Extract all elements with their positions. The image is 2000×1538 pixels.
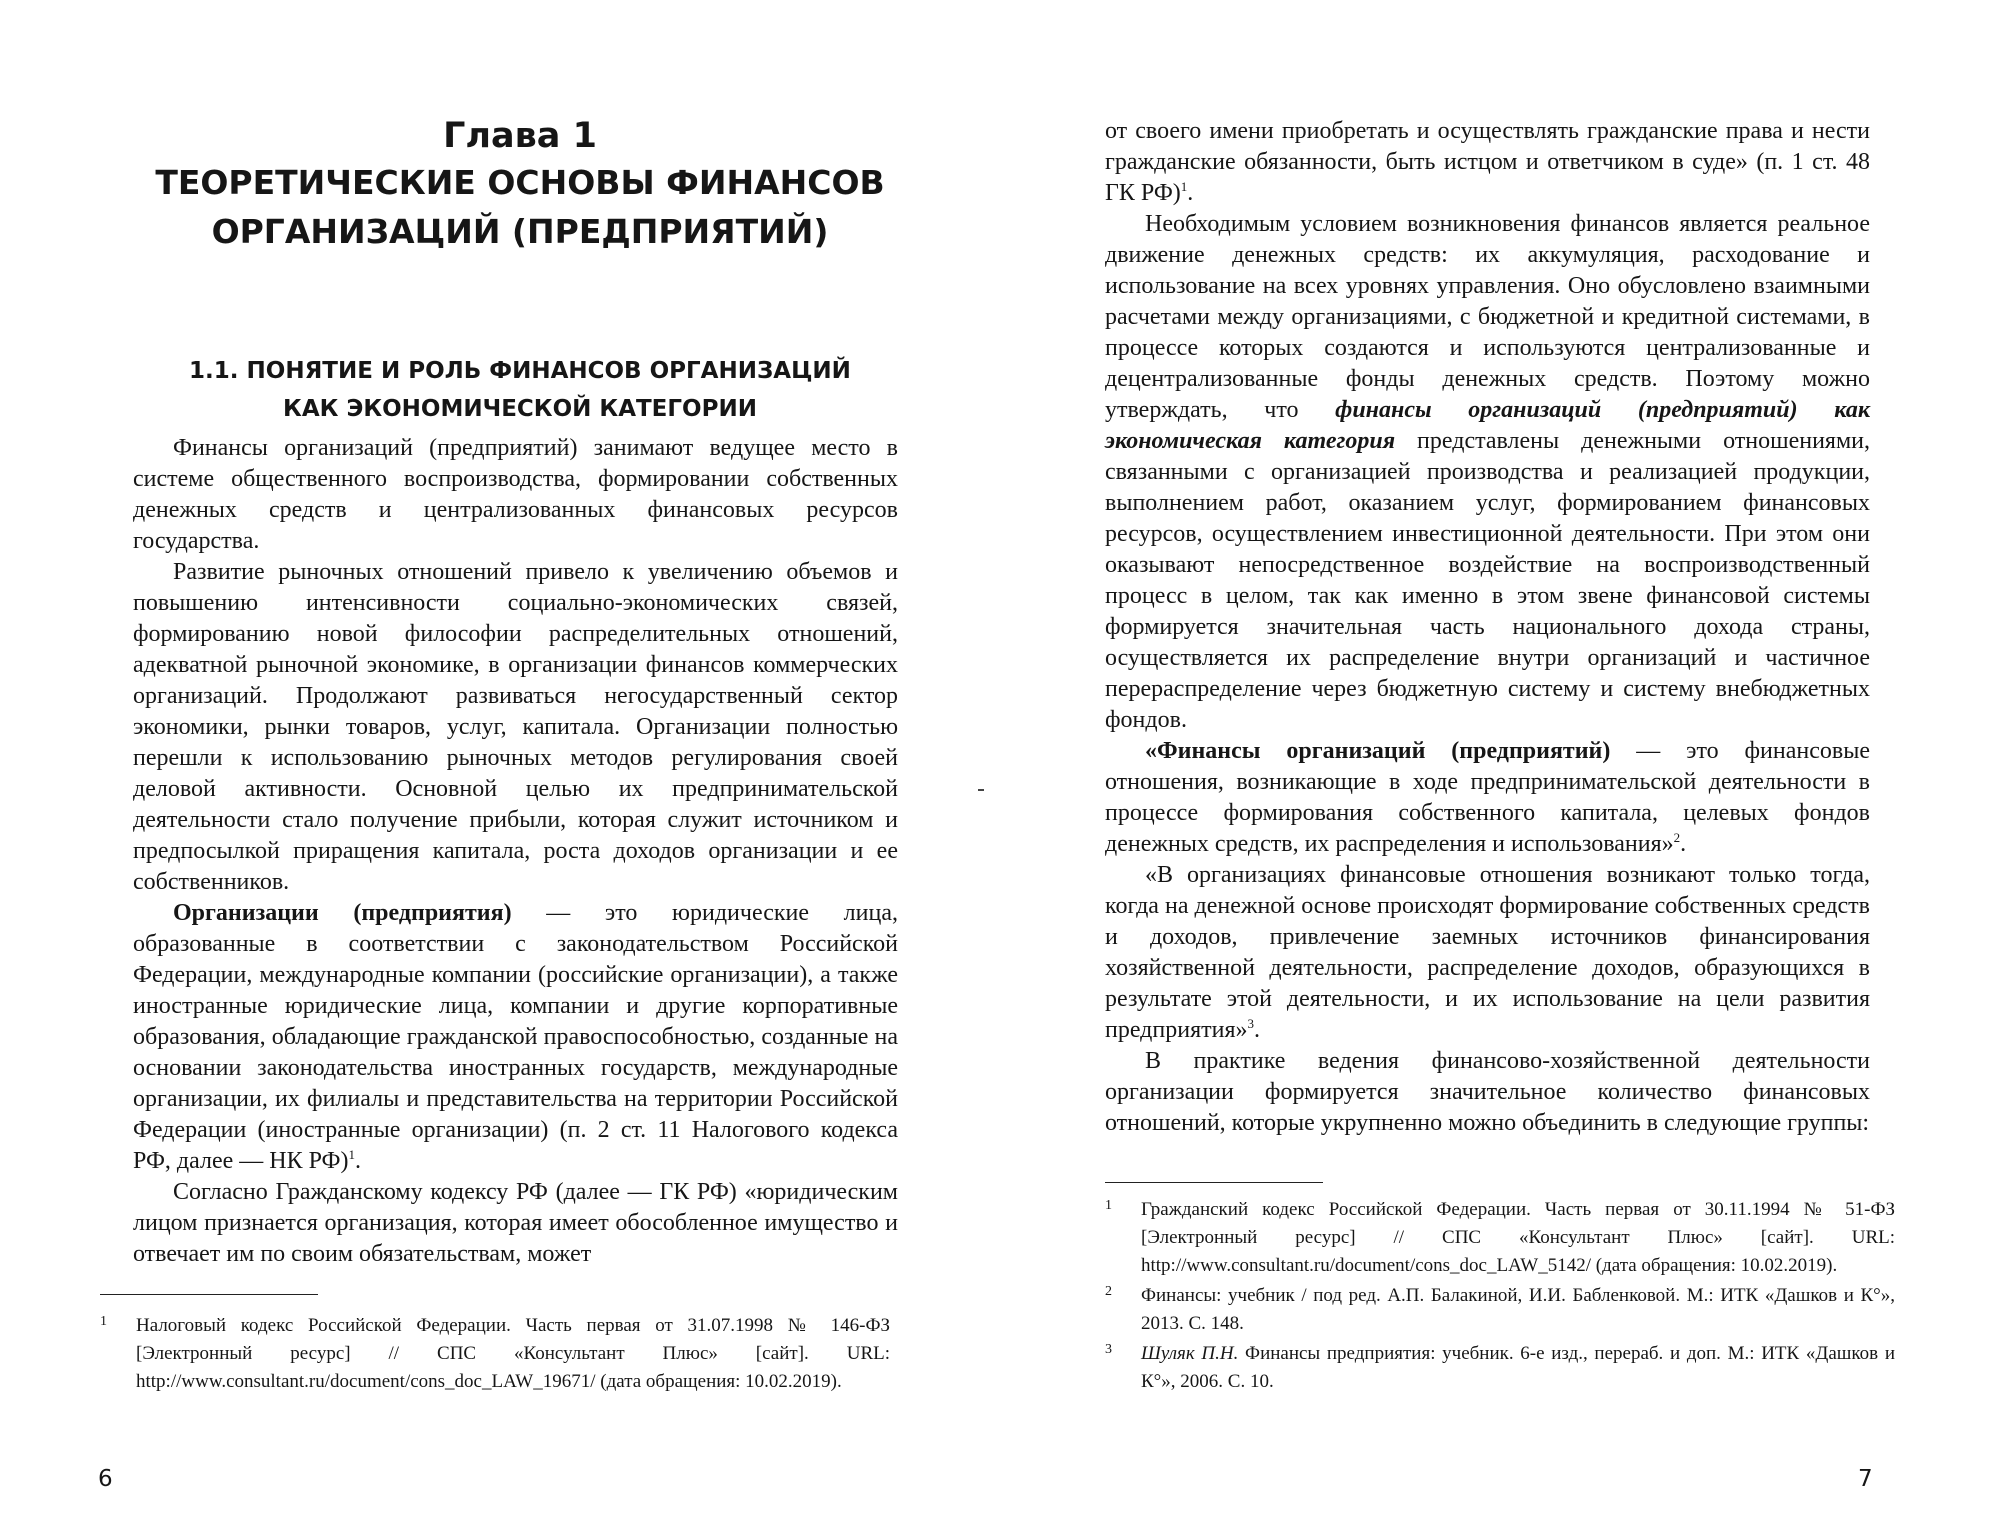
chapter-title: ТЕОРЕТИЧЕСКИЕ ОСНОВЫ ФИНАНСОВ ОРГАНИЗАЦИЙ (ПРЕДПРИЯТИЙ)	[155, 163, 885, 251]
paragraph-text: «В организациях финансовые отношения возникают только тогда, когда на денежной основе происходят формирование собственных средств и доходов, привлечение заемных источников финансирования хозяйственной деятельности, распределение доходов, образующихся в результате этой деятельности, и их использование на цели развития предприятия»	[1105, 862, 1870, 1043]
page-number: 7	[1858, 1466, 1873, 1492]
footnote-ref: 1	[348, 1147, 355, 1162]
paragraph: Финансы организаций (предприятий) занимают ведущее место в системе общественного воспроизводства, формировании собственных денежных средств и централизованных финансовых ресурсов государства.	[133, 435, 898, 554]
footnote-author: Шуляк П.Н.	[1141, 1343, 1239, 1364]
paragraph-text: представлены денежными отношениями, связанными с организацией производства и реализацией продукции, выполнением работ, оказанием услуг, формированием финансовых ресурсов, осуществлением инвестиционной деятельности. При этом они оказывают непосредственное воздействие на воспроизводственный процесс в целом, так как именно в этом звене финансовой системы формируется значительная часть национального дохода страны, осуществляется их распределение внутри организаций и частичное перераспределение через бюджетную систему и систему внебюджетных фондов.	[1105, 428, 1870, 733]
left-body-text	[133, 433, 898, 1270]
paragraph: В практике ведения финансово-хозяйственной деятельности организации формируется значительное количество финансовых отношений, которые укрупненно можно объединить в следующие группы:	[1105, 1048, 1870, 1136]
margin-mark	[978, 789, 984, 791]
footnote-text: Налоговый кодекс Российской Федерации. Часть первая от 31.07.1998 № 146-ФЗ [Электронный ресурс] // СПС «Консультант Плюс» [сайт]. URL: http://www.consultant.ru/document/cons_doc_LAW_19671/ (дата обращения: 10.02.2019).	[136, 1315, 890, 1392]
paragraph-text: Необходимым условием возникновения финансов является реальное движение денежных средств: их аккумуляция, расходование и использование на всех уровнях управления. Оно обусловлено взаимными расчетами между организациями, с бюджетной и кредитной системами, в процессе которых создаются и используются централизованные и децентрализованные фонды денежных средств. Поэтому можно утверждать, что	[1105, 211, 1870, 423]
chapter-label: Глава 1	[443, 116, 597, 156]
paragraph: «В организациях финансовые отношения возникают только тогда, когда на денежной основе происходят формирование собственных средств и доходов, привлечение заемных источников финансирования хозяйственной деятельности, распределение доходов, образующихся в результате этой деятельности, и их использование на цели развития предприятия»$^3$.	[1105, 862, 1870, 1043]
footnotes	[100, 1312, 890, 1398]
footnote-source: Финансы предприятия: учебник. 6-е изд., перераб. и доп. М.: ИТК «Дашков и К°», 2006. С. 10.	[1141, 1343, 1896, 1392]
right-body-text	[1105, 116, 1870, 1139]
footnote-mark: 1	[1105, 1198, 1112, 1213]
paragraph-text: — это финансовые отношения, возникающие в ходе предпринимательской деятельности в процессе формирования собственного капитала, целевых фондов денежных средств, их распределения и использования»	[1105, 738, 1871, 857]
footnote-mark: 2	[1105, 1284, 1112, 1299]
footnote-mark: 1	[100, 1314, 107, 1329]
defined-term: «Финансы организаций (предприятий)	[1145, 738, 1611, 764]
footnote-text: Финансы: учебник / под ред. А.П. Балакиной, И.И. Бабленковой. М.: ИТК «Дашков и К°», 2013. С. 148.	[1141, 1285, 1895, 1334]
footnote	[1105, 1282, 1895, 1338]
footnote-mark: 3	[1105, 1342, 1112, 1357]
footnote-text	[1141, 1340, 1895, 1396]
footnote-ref: 2	[1673, 830, 1681, 845]
footnote	[1105, 1196, 1895, 1280]
defined-term: финансы организаций (предприятий) как экономическая категория	[1105, 397, 1870, 454]
footnote-divider	[100, 1294, 318, 1295]
footnote	[100, 1312, 890, 1396]
footnote-divider	[1105, 1182, 1323, 1183]
right-page	[1000, 0, 2000, 1538]
paragraph-text: — это юридические лица, образованные в соответствии с законодательством Российской Федерации, международные компании (российские организации), а также иностранные юридические лица, компании и другие корпоративные образования, обладающие гражданской правоспособностью, созданные на основании законодательства иностранных государств, международные организации, их филиалы и представительства на территории Российской Федерации (иностранные организации) (п. 2 ст. 11 Налогового кодекса РФ, далее — НК РФ)	[133, 900, 898, 1174]
footnote	[1105, 1340, 1895, 1396]
footnotes	[1105, 1196, 1895, 1398]
paragraph	[1105, 209, 1870, 736]
paragraph: Организации (предприятия) — это юридические лица, образованные в соответствии с законодательством Российской Федерации, международные компании (российские организации), а также иностранные юридические лица, компании и другие корпоративные образования, обладающие гражданской правоспособностью, созданные на основании законодательства иностранных государств, международные организации, их филиалы и представительства на территории Российской Федерации (иностранные организации) (п. 2 ст. 11 Налогового кодекса РФ, далее — НК РФ)$^1$.	[133, 900, 898, 1174]
footnote-ref: 1	[1180, 179, 1188, 194]
defined-term: Организации (предприятия)	[173, 900, 512, 926]
paragraph: Развитие рыночных отношений привело к увеличению объемов и повышению интенсивности социально-экономических связей, формированию новой философии распределительных отношений, адекватной рыночной экономике, в организации финансов коммерческих организаций. Продолжают развиваться негосударственный сектор экономики, рынки товаров, услуг, капитала. Организации полностью перешли к использованию рыночных методов регулирования своей деловой активности. Основной целью их предпринимательской деятельности стало получение прибыли, которая служит источником и предпосылкой приращения капитала, роста доходов организации и ее собственников.	[133, 559, 898, 895]
page-number: 6	[98, 1466, 113, 1492]
footnote-text: Гражданский кодекс Российской Федерации. Часть первая от 30.11.1994 № 51-ФЗ [Электронный ресурс] // СПС «Консультант Плюс» [сайт]. URL: http://www.consultant.ru/document/cons_doc_LAW_5142/ (дата обращения: 10.02.2019).	[1141, 1199, 1895, 1276]
paragraph: от своего имени приобретать и осуществлять гражданские права и нести гражданские обязанности, быть истцом и ответчиком в суде» (п. 1 ст. 48 ГК РФ)$^1$.	[1105, 118, 1870, 206]
paragraph-text: от своего имени приобретать и осуществлять гражданские права и нести гражданские обязанности, быть истцом и ответчиком в суде» (п. 1 ст. 48 ГК РФ)	[1105, 118, 1870, 206]
section-title: 1.1. ПОНЯТИЕ И РОЛЬ ФИНАНСОВ ОРГАНИЗАЦИЙ КАК ЭКОНОМИЧЕСКОЙ КАТЕГОРИИ	[189, 358, 851, 422]
footnote-ref: 3	[1247, 1016, 1254, 1031]
left-page	[0, 0, 990, 1538]
paragraph: «Финансы организаций (предприятий) — это финансовые отношения, возникающие в ходе предпринимательской деятельности в процессе формирования собственного капитала, целевых фондов денежных средств, их распределения и использования»$^2$.	[1105, 738, 1871, 857]
paragraph: Согласно Гражданскому кодексу РФ (далее — ГК РФ) «юридическим лицом признается организация, которая имеет обособленное имущество и отвечает им по своим обязательствам, может	[133, 1179, 898, 1267]
